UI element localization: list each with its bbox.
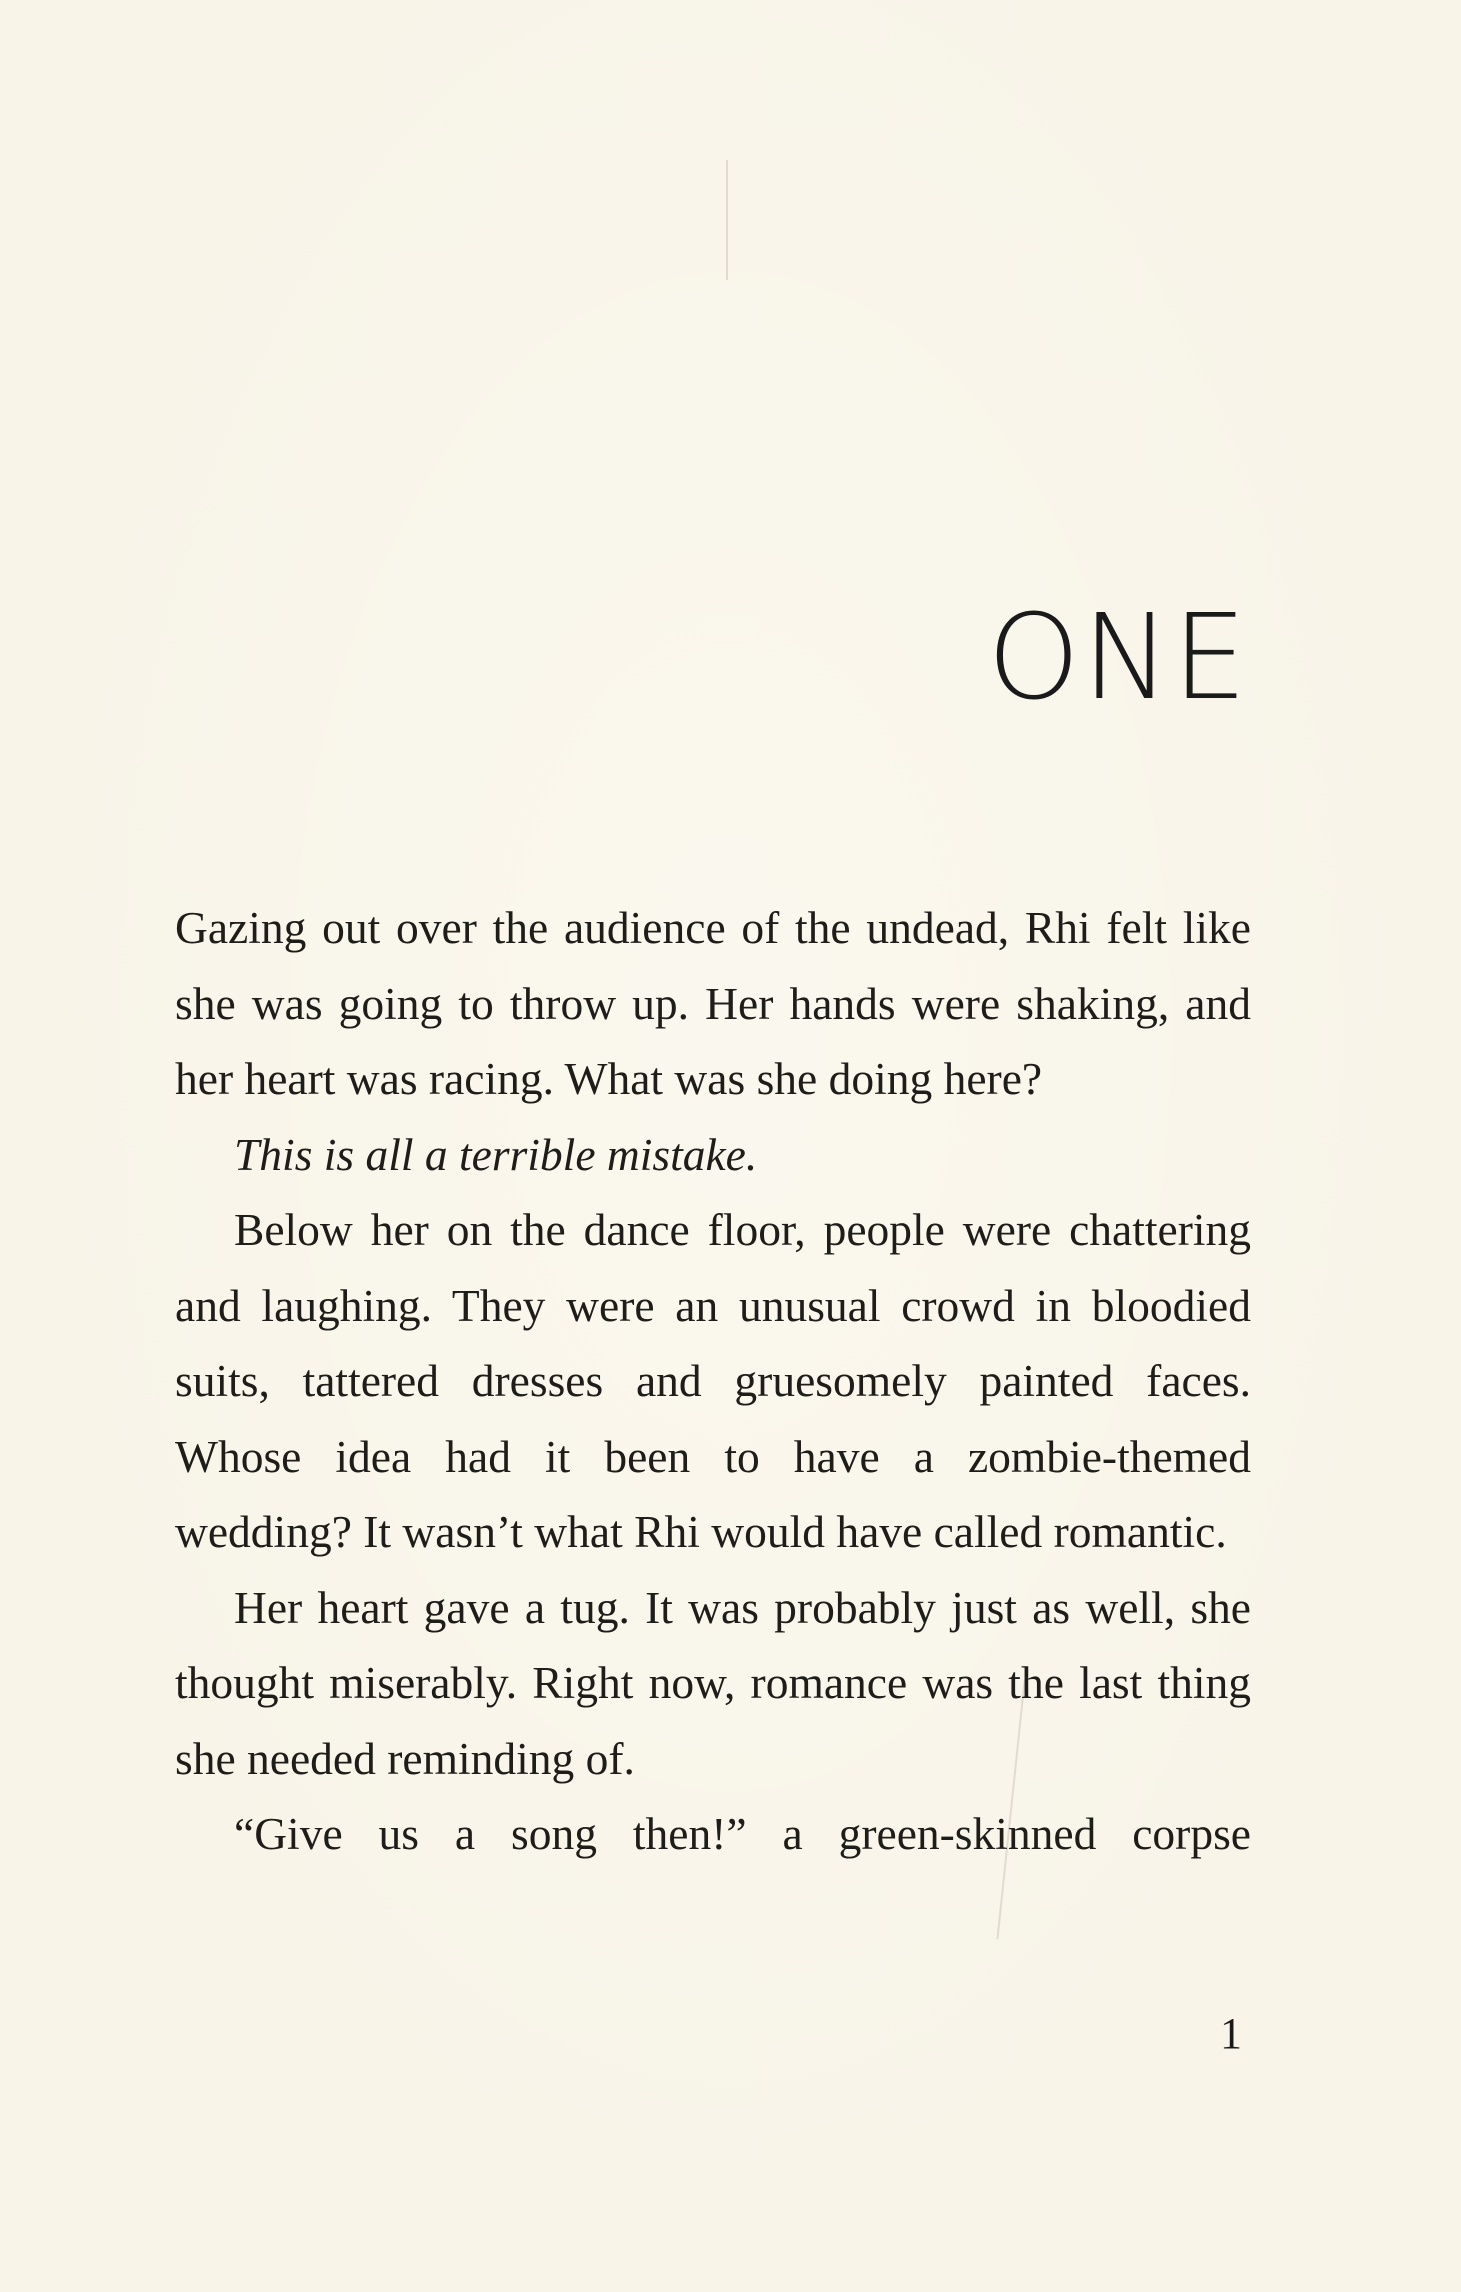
paragraph-continued: “Give us a song then!” a green-skinned corpse [234,1808,1251,1859]
page-number: 1 [1220,2009,1242,2058]
chapter-title: ONE [987,588,1249,726]
chapter-body [175,890,1251,1872]
paragraph-italic-thought: This is all a terrible mistake. [234,1128,758,1180]
paper-crease [726,160,728,280]
paragraph: Gazing out over the audience of the undead, Rhi felt like she was going to throw up. Her hands were shaking, and her heart was racing. What was she doing here? [175,902,1251,1104]
paragraph: Her heart gave a tug. It was probably just as well, she thought miserably. Right now, romance was the last thing she needed reminding of. [175,1581,1251,1784]
paragraph: Below her on the dance floor, people were chattering and laughing. They were an unusual crowd in bloodied suits, tattered dresses and gruesomely painted faces. Whose idea had it been to have a zombie-themed wedding? It wasn’t what Rhi would have called romantic. [175,1204,1251,1557]
